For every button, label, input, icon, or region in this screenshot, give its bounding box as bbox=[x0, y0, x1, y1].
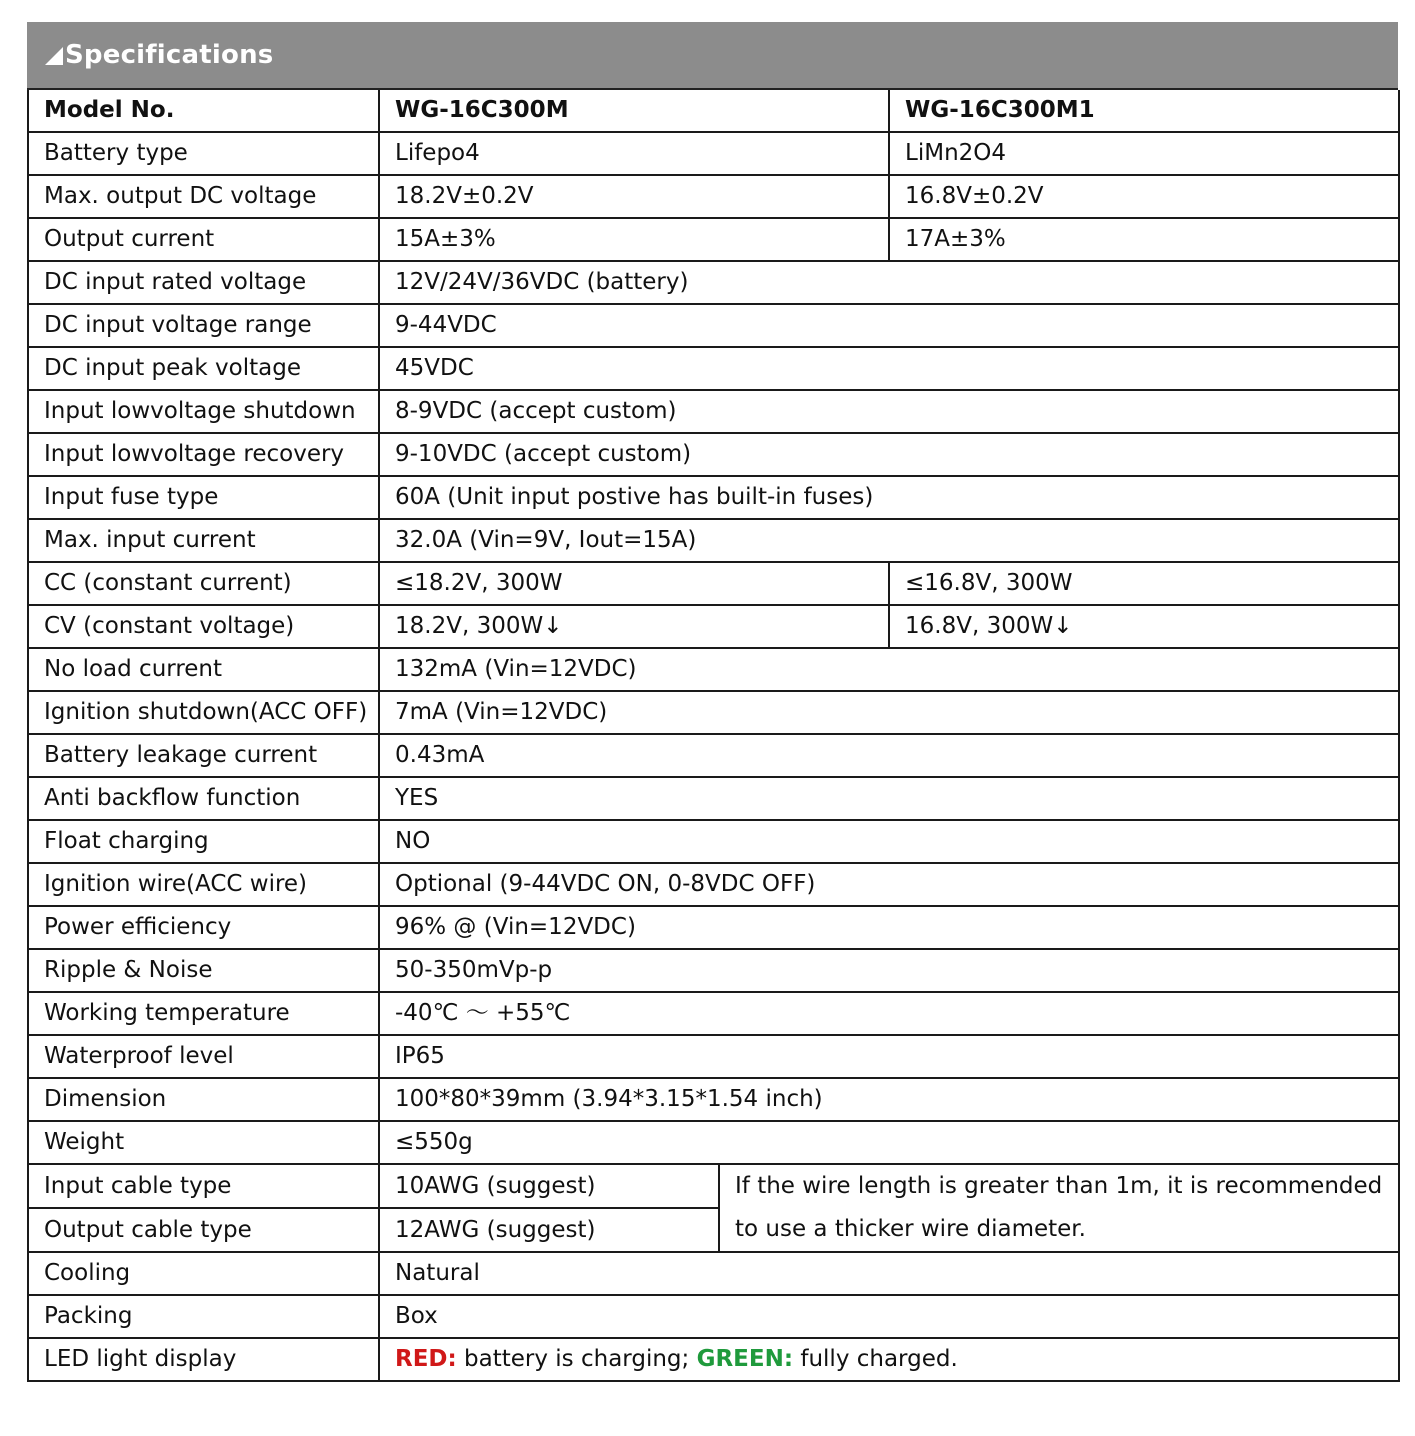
spec-label: Ignition shutdown(ACC OFF) bbox=[28, 691, 379, 734]
table-row bbox=[28, 519, 1399, 562]
table-row bbox=[28, 433, 1399, 476]
spec-value-model-a: 18.2V, 300W↓ bbox=[379, 605, 889, 648]
table-row bbox=[28, 175, 1399, 218]
spec-value-model-a: ≤18.2V, 300W bbox=[379, 562, 889, 605]
table-row bbox=[28, 390, 1399, 433]
spec-value: 9-10VDC (accept custom) bbox=[379, 433, 1399, 476]
spec-table bbox=[27, 90, 1400, 1382]
table-row bbox=[28, 1035, 1399, 1078]
spec-value-model-b: 16.8V±0.2V bbox=[889, 175, 1399, 218]
spec-label: Input lowvoltage shutdown bbox=[28, 390, 379, 433]
spec-label: No load current bbox=[28, 648, 379, 691]
spec-value: IP65 bbox=[379, 1035, 1399, 1078]
spec-value: 96% @ (Vin=12VDC) bbox=[379, 906, 1399, 949]
model-label: Model No. bbox=[28, 90, 379, 132]
spec-label: Packing bbox=[28, 1295, 379, 1338]
spec-value: 32.0A (Vin=9V, Iout=15A) bbox=[379, 519, 1399, 562]
spec-label: Float charging bbox=[28, 820, 379, 863]
output-cable-value: 12AWG (suggest) bbox=[379, 1208, 719, 1252]
table-row bbox=[28, 1338, 1399, 1381]
led-green-label: GREEN: bbox=[696, 1346, 794, 1372]
spec-label: DC input voltage range bbox=[28, 304, 379, 347]
spec-value: 7mA (Vin=12VDC) bbox=[379, 691, 1399, 734]
corner-triangle-icon bbox=[45, 47, 63, 65]
table-row bbox=[28, 691, 1399, 734]
spec-value: 50-350mVp-p bbox=[379, 949, 1399, 992]
spec-label: Power efficiency bbox=[28, 906, 379, 949]
table-row bbox=[28, 1078, 1399, 1121]
model-a: WG-16C300M bbox=[379, 90, 889, 132]
spec-value: 12V/24V/36VDC (battery) bbox=[379, 261, 1399, 304]
table-row bbox=[28, 734, 1399, 777]
spec-label: Anti backflow function bbox=[28, 777, 379, 820]
table-row bbox=[28, 304, 1399, 347]
spec-value: 100*80*39mm (3.94*3.15*1.54 inch) bbox=[379, 1078, 1399, 1121]
spec-label: Ripple & Noise bbox=[28, 949, 379, 992]
table-row bbox=[28, 863, 1399, 906]
spec-value: 8-9VDC (accept custom) bbox=[379, 390, 1399, 433]
spec-value: 60A (Unit input postive has built-in fuses) bbox=[379, 476, 1399, 519]
spec-label: Input cable type bbox=[28, 1164, 379, 1208]
spec-value: 9-44VDC bbox=[379, 304, 1399, 347]
spec-value-model-a: 15A±3% bbox=[379, 218, 889, 261]
table-row bbox=[28, 777, 1399, 820]
spec-label: CV (constant voltage) bbox=[28, 605, 379, 648]
table-row bbox=[28, 347, 1399, 390]
spec-label: Dimension bbox=[28, 1078, 379, 1121]
table-row bbox=[28, 820, 1399, 863]
spec-value: 132mA (Vin=12VDC) bbox=[379, 648, 1399, 691]
section-header bbox=[27, 22, 1398, 90]
led-red-text: battery is charging; bbox=[456, 1346, 697, 1372]
spec-label: Output current bbox=[28, 218, 379, 261]
spec-label: Input fuse type bbox=[28, 476, 379, 519]
spec-value-model-a: 18.2V±0.2V bbox=[379, 175, 889, 218]
spec-value: 45VDC bbox=[379, 347, 1399, 390]
spec-label: Weight bbox=[28, 1121, 379, 1164]
spec-label: Max. input current bbox=[28, 519, 379, 562]
spec-label: LED light display bbox=[28, 1338, 379, 1381]
spec-value-model-a: Lifepo4 bbox=[379, 132, 889, 175]
spec-label: Battery leakage current bbox=[28, 734, 379, 777]
spec-value: ≤550g bbox=[379, 1121, 1399, 1164]
spec-value: Box bbox=[379, 1295, 1399, 1338]
table-row bbox=[28, 648, 1399, 691]
spec-label: Output cable type bbox=[28, 1208, 379, 1252]
table-row bbox=[28, 261, 1399, 304]
table-row bbox=[28, 1121, 1399, 1164]
table-row bbox=[28, 1295, 1399, 1338]
table-row bbox=[28, 1252, 1399, 1295]
led-description bbox=[379, 1338, 1399, 1381]
table-row bbox=[28, 132, 1399, 175]
model-b: WG-16C300M1 bbox=[889, 90, 1399, 132]
spec-label: Battery type bbox=[28, 132, 379, 175]
table-row bbox=[28, 1164, 1399, 1208]
spec-label: Max. output DC voltage bbox=[28, 175, 379, 218]
spec-value: Optional (9-44VDC ON, 0-8VDC OFF) bbox=[379, 863, 1399, 906]
table-row bbox=[28, 562, 1399, 605]
cable-note: If the wire length is greater than 1m, it is recommended to use a thicker wire diameter. bbox=[719, 1164, 1399, 1252]
spec-label: Cooling bbox=[28, 1252, 379, 1295]
table-row bbox=[28, 906, 1399, 949]
spec-value-model-b: 17A±3% bbox=[889, 218, 1399, 261]
spec-value-model-b: LiMn2O4 bbox=[889, 132, 1399, 175]
spec-label: Working temperature bbox=[28, 992, 379, 1035]
spec-label: DC input rated voltage bbox=[28, 261, 379, 304]
table-row bbox=[28, 218, 1399, 261]
spec-value: NO bbox=[379, 820, 1399, 863]
input-cable-value: 10AWG (suggest) bbox=[379, 1164, 719, 1208]
spec-value: -40℃ ～ +55℃ bbox=[379, 992, 1399, 1035]
table-row bbox=[28, 90, 1399, 132]
table-row bbox=[28, 476, 1399, 519]
table-row bbox=[28, 605, 1399, 648]
spec-value: YES bbox=[379, 777, 1399, 820]
table-row bbox=[28, 992, 1399, 1035]
table-row bbox=[28, 949, 1399, 992]
spec-value: Natural bbox=[379, 1252, 1399, 1295]
spec-value-model-b: 16.8V, 300W↓ bbox=[889, 605, 1399, 648]
spec-sheet bbox=[27, 22, 1398, 1382]
section-title: Specifications bbox=[65, 40, 274, 70]
spec-value-model-b: ≤16.8V, 300W bbox=[889, 562, 1399, 605]
spec-label: Waterproof level bbox=[28, 1035, 379, 1078]
spec-label: CC (constant current) bbox=[28, 562, 379, 605]
spec-label: Ignition wire(ACC wire) bbox=[28, 863, 379, 906]
spec-label: Input lowvoltage recovery bbox=[28, 433, 379, 476]
spec-label: DC input peak voltage bbox=[28, 347, 379, 390]
led-red-label: RED: bbox=[395, 1346, 457, 1372]
spec-value: 0.43mA bbox=[379, 734, 1399, 777]
led-green-text: fully charged. bbox=[793, 1346, 958, 1372]
